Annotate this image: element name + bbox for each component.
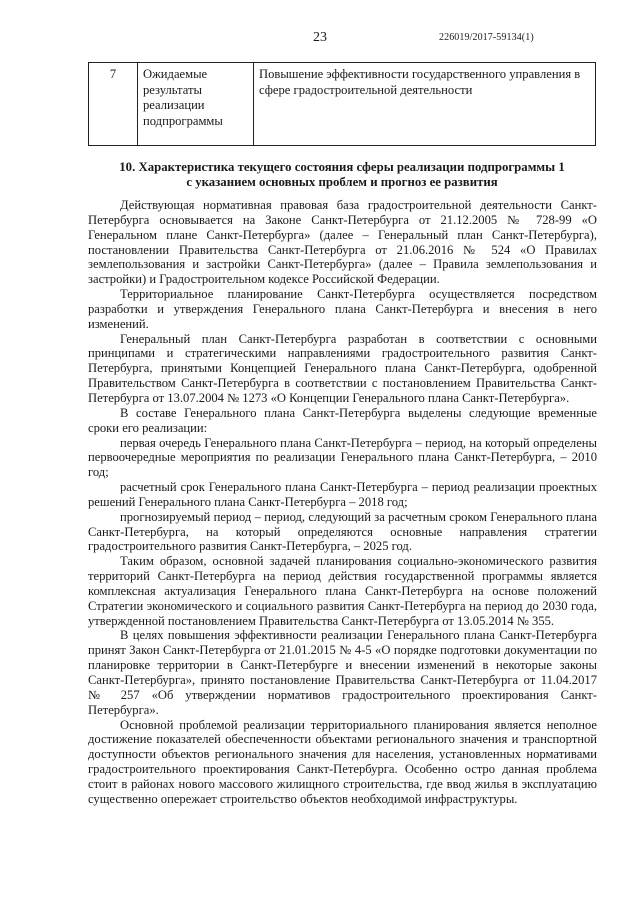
paragraph: расчетный срок Генерального плана Санкт-Петербурга – период реализации проектных решений Генерального плана Санкт-Петербурга – 2018 год; [88, 480, 597, 509]
paragraph: В составе Генерального плана Санкт-Петербурга выделены следующие временные сроки его реализации: [88, 405, 597, 435]
section-heading-line1: 10. Характеристика текущего состояния сферы реализации подпрограммы 1 [119, 160, 565, 174]
section-body [88, 198, 597, 807]
paragraph: прогнозируемый период – период, следующий за расчетным сроком Генерального плана Санкт-Петербурга, на который определяются основные направления стратегии градостроительного развития Санкт-Петербурга, – 2025 год. [88, 509, 597, 554]
row-label: Ожидаемые результаты реализации подпрограммы [138, 63, 254, 146]
section-heading-line2: с указанием основных проблем и прогноз ее развития [186, 175, 498, 189]
paragraph: В целях повышения эффективности реализации Генерального плана Санкт-Петербурга принят Закон Санкт-Петербурга от 21.01.2015 № 4-5 «О порядке подготовки документации по планировке территории в Санкт-Петербурге и внесении изменений в некоторые законы Санкт-Петербурга», принято постановление Правительства Санкт-Петербурга от 11.04.2017 № 257 «Об утверждении нормативов градостроительного проектирования Санкт-Петербурга». [88, 628, 597, 717]
document-id: 226019/2017-59134(1) [439, 32, 534, 43]
page-number: 23 [313, 30, 327, 45]
section-heading [88, 160, 596, 190]
row-number: 7 [89, 63, 138, 146]
paragraph: Территориальное планирование Санкт-Петербурга осуществляется посредством разработки и утверждения Генерального плана Санкт-Петербурга и внесения в него изменений. [88, 287, 597, 331]
program-table [88, 62, 596, 146]
paragraph: Генеральный план Санкт-Петербурга разработан в соответствии с основными принципами и стратегическими направлениями градостроительного развития Санкт-Петербурга, принятыми Концепцией Генерального плана Санкт-Петербурга, одобренной Правительством Санкт-Петербурга в соответствии с постановлением Правительства Санкт-Петербурга от 13.07.2004 № 1273 «О Концепции Генерального плана Санкт-Петербурга». [88, 331, 597, 405]
paragraph: Действующая нормативная правовая база градостроительной деятельности Санкт-Петербурга основывается на Законе Санкт-Петербурга от 21.12.2005 № 728-99 «О Генеральном плане Санкт-Петербурга» (далее – Генеральный план Санкт-Петербурга), постановлении Правительства Санкт-Петербурга от 21.06.2016 № 524 «О Правилах землепользования и застройки Санкт-Петербурга» (далее – Правила землепользования и застройки) и Градостроительном кодексе Российской Федерации. [88, 198, 597, 287]
paragraph: первая очередь Генерального плана Санкт-Петербурга – период, на который определены первоочередные мероприятия по реализации Генерального плана Санкт-Петербурга, – 2010 год; [88, 435, 597, 480]
paragraph: Таким образом, основной задачей планирования социально-экономического развития территорий Санкт-Петербурга на период действия государственной программы является комплексная актуализация Генерального плана Санкт-Петербурга на основе положений Стратегии экономического и социального развития Санкт-Петербурга на период до 2030 года, утвержденной постановлением Правительства Санкт-Петербурга от 13.05.2014 № 355. [88, 554, 597, 628]
row-value: Повышение эффективности государственного управления в сфере градостроительной деятельности [254, 63, 596, 146]
table-row [89, 63, 596, 146]
paragraph: Основной проблемой реализации территориального планирования является неполное достижение показателей обеспеченности объектами регионального значения и транспортной доступности объектов регионального значения для населения, установленных нормативами градостроительного проектирования Санкт-Петербурга. Особенно остро данная проблема стоит в районах нового массового жилищного строительства, где ввод жилья в эксплуатацию существенно опережает строительство объектов необходимой инфраструктуры. [88, 717, 597, 806]
